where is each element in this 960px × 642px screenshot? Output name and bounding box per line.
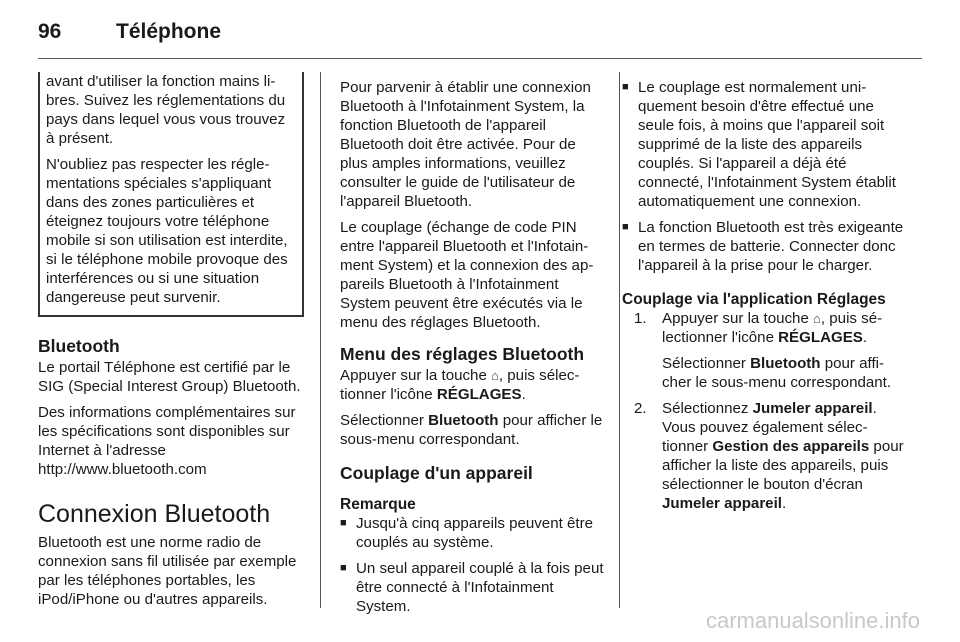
warning-paragraph-1: avant d'utiliser la fonction mains libres. Suivez les réglementations du pays dans lequel vous vous trouvez à présent. (46, 73, 286, 147)
step-1: 1. Appuyer sur la touche ⌂, puis sélectionner l'icône RÉGLAGES. (634, 310, 883, 346)
col2-paragraph-1: Pour parvenir à établir une connexion Bluetooth à l'Infotainment System, la fonction Bluetooth de l'appareil Bluetooth doit être activée. Pour de plus amples informations, veuillez consulter le guide de l'utilisateur de l'appareil Bluetooth. (340, 79, 591, 210)
warning-paragraph-2: N'oubliez pas respecter les réglementations spéciales s'appliquant dans des zones particulières et éteignez toujours votre téléphone mobile si son utilisation est interdite, si le téléphone mobile provoque des interférences ou si une situation dangereuse peut survenir. (46, 156, 288, 306)
menu-heading: Menu des réglages Bluetooth (340, 344, 585, 364)
list-item: ■ Le couplage est normalement uniquement besoin d'être effectué une seule fois, à moins que l'appareil soit supprimé de la liste des appareils couplés. Si l'appareil a déjà été connecté, l'Infotainment System établit automatiquement une connexion. (622, 78, 904, 211)
bluetooth-paragraph-2: Des informations complémentaires sur les spécifications sont disponibles sur Internet à l'adresse http://www.bluetooth.com (38, 404, 296, 478)
connexion-heading: Connexion Bluetooth (38, 500, 271, 528)
column-divider-2 (619, 72, 620, 608)
settings-pairing-subheading: Couplage via l'application Réglages (622, 291, 886, 308)
watermark: carmanualsonline.info (705, 608, 920, 633)
menu-paragraph-1: Appuyer sur la touche ⌂, puis sélectionner l'icône RÉGLAGES. (340, 367, 580, 403)
bluetooth-heading: Bluetooth (38, 336, 120, 356)
list-item: ■ Un seul appareil couplé à la fois peut être connecté à l'Infotainment System. (340, 559, 606, 616)
remark-label: Remarque (340, 496, 416, 513)
column-divider-1 (320, 72, 321, 608)
bluetooth-paragraph-1: Le portail Téléphone est certifié par le SIG (Special Interest Group) Bluetooth. (38, 359, 301, 395)
step-1-detail: Sélectionner Bluetooth pour afficher le sous-menu correspondant. (662, 355, 892, 391)
page-title: Téléphone (116, 20, 222, 43)
header-rule (38, 58, 922, 59)
page-number: 96 (38, 20, 62, 43)
home-key-icon: ⌂ (813, 311, 821, 326)
step-2: 2. Sélectionnez Jumeler appareil. Vous pouvez également sélectionner Gestion des appareils pour afficher la liste des appareils, puis sélectionner le bouton d'écran Jumeler appareil. (634, 400, 904, 512)
col2-paragraph-2: Le couplage (échange de code PIN entre l'appareil Bluetooth et l'Infotainment System) et la connexion des appareils Bluetooth à l'Infotainment System peuvent être exécutés via le menu des réglages Bluetooth. (340, 219, 594, 331)
list-item: ■ Jusqu'à cinq appareils peuvent être couplés au système. (340, 514, 606, 552)
column-1 (38, 73, 304, 616)
column-2 (340, 78, 606, 623)
menu-paragraph-2: Sélectionner Bluetooth pour afficher le sous-menu correspondant. (340, 412, 603, 448)
column-3 (622, 78, 904, 520)
pairing-heading: Couplage d'un appareil (340, 463, 533, 483)
list-item: ■ La fonction Bluetooth est très exigeante en termes de batterie. Connecter donc l'appareil à la prise pour le charger. (622, 218, 904, 275)
page-header (38, 20, 221, 44)
warning-box (38, 72, 304, 317)
connexion-paragraph: Bluetooth est une norme radio de connexion sans fil utilisée par exemple par les téléphones portables, les iPod/iPhone ou d'autres appareils. (38, 534, 297, 608)
home-key-icon: ⌂ (491, 368, 499, 383)
